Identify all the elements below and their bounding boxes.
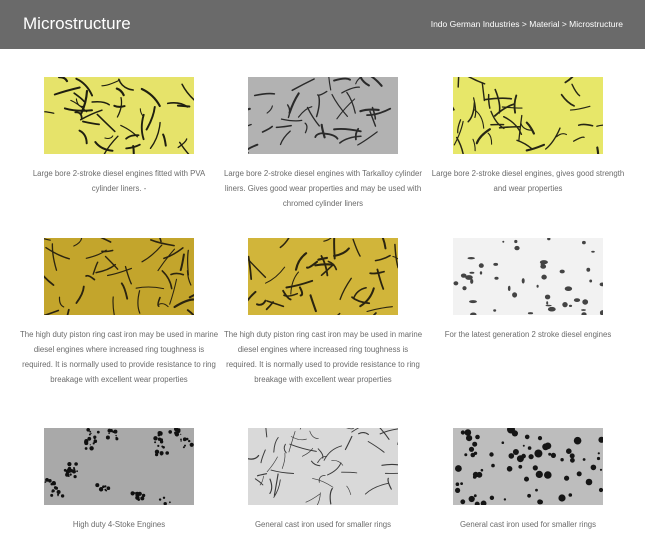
microstructure-image[interactable] (44, 428, 194, 505)
image-caption: For the latest generation 2 stroke diesel engines (444, 330, 612, 339)
image-caption: General cast iron used for smaller rings (459, 520, 597, 529)
micrograph-texture (44, 428, 194, 505)
micrograph-texture (44, 77, 194, 154)
image-caption: High duty 4-Stoke Engines (72, 520, 166, 529)
breadcrumb-link-home[interactable]: Indo German Industries (430, 19, 520, 29)
microstructure-image[interactable] (453, 428, 603, 505)
breadcrumb-separator: > (559, 19, 570, 29)
breadcrumb-separator: > (519, 19, 530, 29)
image-caption: The high duty piston ring cast iron may be used in marine diesel engines where increased ring toughness is required. It is normally used to provide resistance to ring breakage with excellent wear properties (19, 330, 219, 384)
page-title: Microstructure (23, 14, 131, 33)
breadcrumb-current: Microstructure (569, 19, 623, 29)
microstructure-image[interactable] (248, 77, 398, 154)
micrograph-texture (453, 238, 603, 315)
micrograph-texture (453, 428, 603, 505)
microstructure-image[interactable] (44, 77, 194, 154)
image-caption: The high duty piston ring cast iron may be used in marine diesel engines where increased ring toughness is required. It is normally used to provide resistance to ring breakage with excellent wear properties (223, 330, 423, 384)
microstructure-image[interactable] (453, 238, 603, 315)
image-caption: Large bore 2-stroke diesel engines fitted with PVA cylinder liners. - (32, 169, 206, 193)
breadcrumb-link-material[interactable]: Material (529, 19, 560, 29)
microstructure-image[interactable] (248, 238, 398, 315)
micrograph-texture (248, 77, 398, 154)
image-caption: Large bore 2-stroke diesel engines, gives good strength and wear properties (431, 169, 625, 193)
microstructure-image[interactable] (248, 428, 398, 505)
micrograph-texture (248, 238, 398, 315)
microstructure-image[interactable] (453, 77, 603, 154)
page-header (0, 0, 645, 49)
microstructure-image[interactable] (44, 238, 194, 315)
image-caption: Large bore 2-stroke diesel engines with Tarkalloy cylinder liners. Gives good wear properties and may be used with chromed cylinder liners (224, 169, 422, 208)
micrograph-texture (453, 77, 603, 154)
micrograph-texture (248, 428, 398, 505)
breadcrumb (431, 19, 623, 29)
image-caption: General cast iron used for smaller rings (254, 520, 392, 529)
micrograph-texture (44, 238, 194, 315)
